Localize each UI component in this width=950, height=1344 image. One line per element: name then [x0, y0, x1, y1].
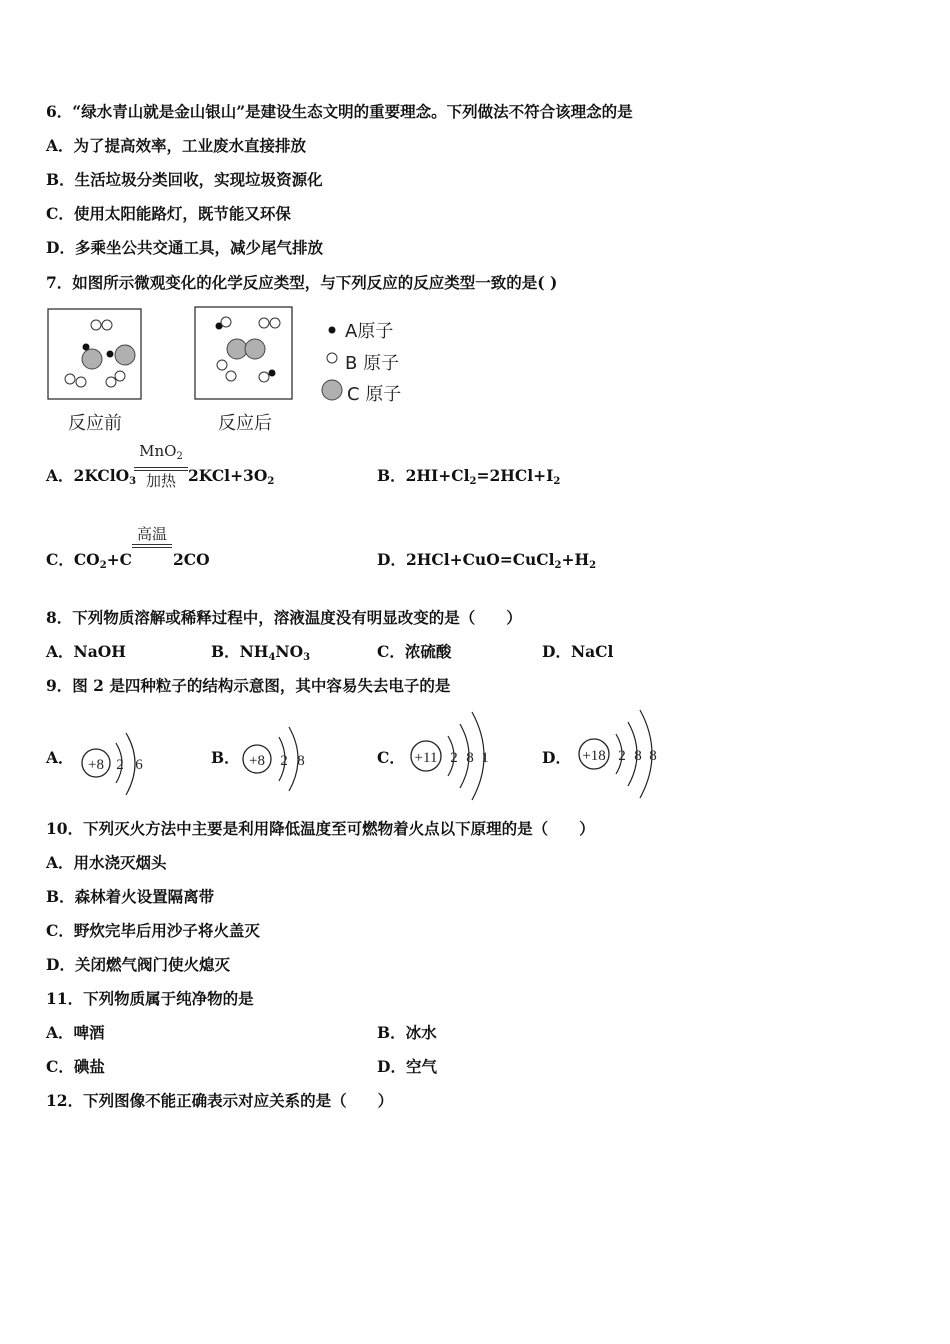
shell-electrons: 8 — [466, 750, 474, 766]
q10-option-b: B．森林着火设置隔离带 — [46, 887, 215, 906]
b-atom — [259, 318, 269, 328]
b-atom — [65, 374, 75, 384]
before-label: 反应前 — [68, 413, 122, 434]
q6-stem: 6．“绿水青山就是金山银山”是建设生态文明的重要理念。下列做法不符合该理念的是 — [46, 102, 633, 121]
q11-option-b: B．冰水 — [377, 1023, 437, 1042]
shell-electrons: 1 — [481, 750, 489, 766]
q7-stem: 7．如图所示微观变化的化学反应类型，与下列反应的反应类型一致的是( ) — [46, 273, 558, 292]
nucleus-charge: +11 — [414, 750, 438, 766]
q9-atom-c — [408, 708, 508, 803]
q8-option-a: A．NaOH — [46, 642, 126, 661]
q6-option-b: B．生活垃圾分类回收，实现垃圾资源化 — [46, 170, 323, 189]
q11-option-a: A．啤酒 — [46, 1023, 105, 1042]
shell-electrons: 8 — [634, 748, 642, 764]
q8-option-b: B．$NH_4NO_3$ — [211, 642, 311, 663]
b-atom — [221, 317, 231, 327]
shell-electrons: 2 — [280, 753, 288, 769]
q10-option-a: A．用水浇灭烟头 — [46, 853, 167, 872]
q11-option-d: D．空气 — [377, 1057, 437, 1076]
c-atom — [115, 345, 135, 365]
q10-stem: 10．下列灭火方法中主要是利用降低温度至可燃物着火点以下原理的是（ ） — [46, 819, 595, 838]
shell-electrons: 8 — [649, 748, 657, 764]
q8-option-d: D．NaCl — [542, 642, 614, 661]
legend-a-text: A原子 — [345, 321, 394, 342]
q11-stem: 11．下列物质属于纯净物的是 — [46, 989, 254, 1008]
legend-b-marker — [327, 353, 337, 363]
q7-option-a-condition: MnO$_2$ 加热 — [134, 442, 188, 490]
b-atom — [270, 318, 280, 328]
q9-atom-a — [78, 715, 158, 805]
legend-a-marker — [329, 327, 336, 334]
b-atom — [91, 320, 101, 330]
after-label: 反应后 — [218, 413, 272, 434]
q10-option-d: D．关闭燃气阀门使火熄灭 — [46, 955, 230, 974]
b-atom — [76, 377, 86, 387]
b-atom — [115, 371, 125, 381]
nucleus-charge: +18 — [582, 748, 606, 764]
shell-electrons: 2 — [450, 750, 458, 766]
c-atom — [227, 339, 247, 359]
c-atom — [245, 339, 265, 359]
q9-option-c-label: C． — [377, 748, 405, 767]
q7-option-c-product: 2CO — [173, 550, 210, 569]
q11-option-c: C．碘盐 — [46, 1057, 105, 1076]
q10-option-c: C．野炊完毕后用沙子将火盖灭 — [46, 921, 260, 940]
q7-option-c: C．$CO_2+C$ — [46, 550, 132, 571]
legend-c-text: C 原子 — [347, 384, 402, 405]
shell-electrons: 6 — [135, 757, 143, 773]
b-atom — [217, 360, 227, 370]
q12-stem: 12．下列图像不能正确表示对应关系的是（ ） — [46, 1091, 394, 1110]
q7-option-d: D．$2HCl+CuO=CuCl_2+H_2$ — [377, 550, 597, 571]
c-atom — [82, 349, 102, 369]
q9-option-b-label: B． — [211, 748, 240, 767]
shell-electrons: 8 — [297, 753, 305, 769]
legend-c-marker — [322, 380, 342, 400]
q9-option-d-label: D． — [542, 748, 571, 767]
b-atom — [259, 372, 269, 382]
q8-stem: 8．下列物质溶解或稀释过程中，溶液温度没有明显改变的是（ ） — [46, 608, 522, 627]
a-atom — [107, 351, 114, 358]
q8-option-c: C．浓硫酸 — [377, 642, 452, 661]
q6-option-d: D．多乘坐公共交通工具，减少尾气排放 — [46, 238, 323, 257]
nucleus-charge: +8 — [249, 753, 265, 769]
q9-option-a-label: A． — [46, 748, 74, 767]
b-atom — [106, 377, 116, 387]
q6-option-c: C．使用太阳能路灯，既节能又环保 — [46, 204, 291, 223]
a-atom — [269, 370, 276, 377]
b-atom — [102, 320, 112, 330]
legend-b-text: B 原子 — [345, 353, 400, 374]
q9-stem: 9．图 2 是四种粒子的结构示意图，其中容易失去电子的是 — [46, 676, 451, 695]
nucleus-charge: +8 — [88, 757, 104, 773]
q9-atom-d — [576, 706, 676, 801]
q7-option-b: B．$2HI+Cl_2=2HCl+I_2$ — [377, 466, 561, 487]
b-atom — [226, 371, 236, 381]
q7-option-a-product: $2KCl+3O_2$ — [188, 466, 275, 487]
q6-option-a: A．为了提高效率，工业废水直接排放 — [46, 136, 307, 155]
shell-electrons: 2 — [618, 748, 626, 764]
q7-option-c-condition: 高温 — [132, 525, 172, 549]
shell-electrons: 2 — [116, 757, 124, 773]
q7-option-a: A．2KClO$_3$ — [46, 466, 137, 487]
q9-atom-b — [239, 715, 319, 805]
